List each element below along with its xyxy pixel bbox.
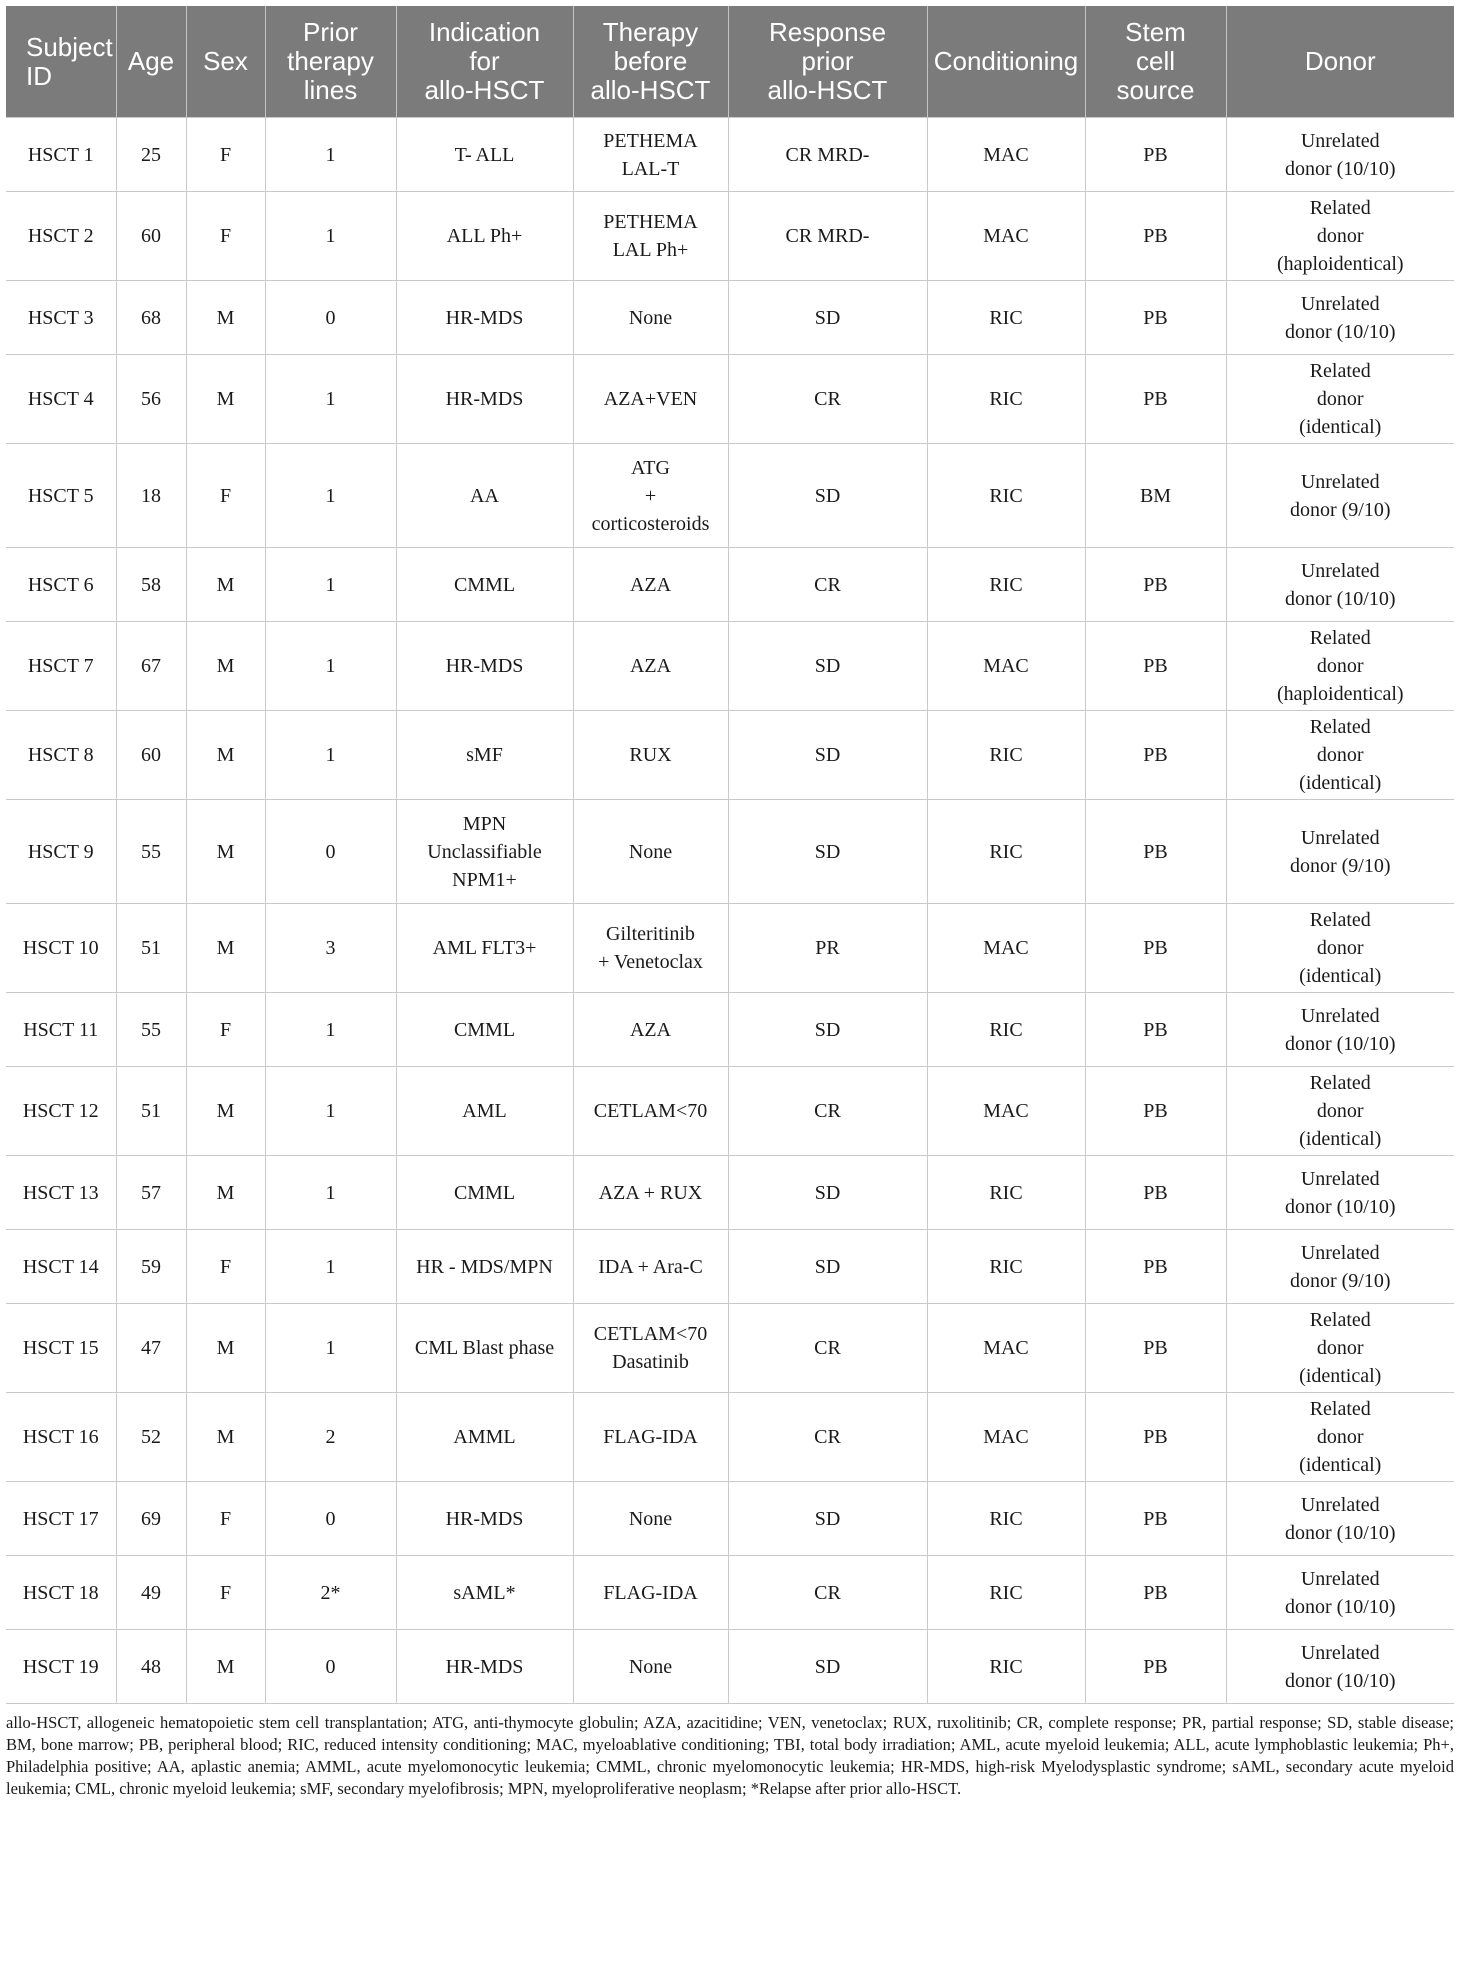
cell-therapy: AZA bbox=[573, 548, 728, 622]
cell-indication: HR-MDS bbox=[396, 355, 573, 444]
table-row bbox=[6, 1482, 1454, 1556]
cell-stem-cell-source: BM bbox=[1085, 444, 1226, 548]
cell-stem-cell-source: PB bbox=[1085, 1556, 1226, 1630]
table-row bbox=[6, 1556, 1454, 1630]
cell-donor: Related donor (identical) bbox=[1226, 1304, 1454, 1393]
cell-therapy: CETLAM<70 Dasatinib bbox=[573, 1304, 728, 1393]
cell-subject-id: HSCT 17 bbox=[6, 1482, 116, 1556]
cell-sex: M bbox=[186, 1630, 265, 1704]
cell-prior-lines: 1 bbox=[265, 1156, 396, 1230]
cell-response: SD bbox=[728, 1630, 927, 1704]
table-row bbox=[6, 1393, 1454, 1482]
cell-age: 60 bbox=[116, 711, 186, 800]
cell-stem-cell-source: PB bbox=[1085, 1156, 1226, 1230]
table-row bbox=[6, 711, 1454, 800]
cell-indication: CMML bbox=[396, 1156, 573, 1230]
cell-therapy: AZA bbox=[573, 993, 728, 1067]
cell-response: CR bbox=[728, 355, 927, 444]
cell-prior-lines: 1 bbox=[265, 1230, 396, 1304]
cell-response: CR MRD- bbox=[728, 118, 927, 192]
cell-donor: Unrelated donor (9/10) bbox=[1226, 800, 1454, 904]
cell-sex: M bbox=[186, 711, 265, 800]
cell-therapy: FLAG-IDA bbox=[573, 1393, 728, 1482]
cell-response: SD bbox=[728, 622, 927, 711]
table-row bbox=[6, 355, 1454, 444]
table-body bbox=[6, 118, 1454, 1704]
cell-response: PR bbox=[728, 904, 927, 993]
cell-donor: Unrelated donor (10/10) bbox=[1226, 1156, 1454, 1230]
cell-age: 55 bbox=[116, 993, 186, 1067]
cell-stem-cell-source: PB bbox=[1085, 1393, 1226, 1482]
cell-response: SD bbox=[728, 711, 927, 800]
cell-conditioning: MAC bbox=[927, 1393, 1085, 1482]
cell-age: 47 bbox=[116, 1304, 186, 1393]
cell-subject-id: HSCT 5 bbox=[6, 444, 116, 548]
cell-donor: Related donor (identical) bbox=[1226, 904, 1454, 993]
cell-response: SD bbox=[728, 1230, 927, 1304]
table-row bbox=[6, 1156, 1454, 1230]
cell-stem-cell-source: PB bbox=[1085, 548, 1226, 622]
cell-therapy: AZA bbox=[573, 622, 728, 711]
cell-indication: HR-MDS bbox=[396, 1482, 573, 1556]
cell-stem-cell-source: PB bbox=[1085, 622, 1226, 711]
cell-donor: Related donor (identical) bbox=[1226, 1393, 1454, 1482]
cell-conditioning: RIC bbox=[927, 711, 1085, 800]
cell-sex: M bbox=[186, 1067, 265, 1156]
cell-indication: AA bbox=[396, 444, 573, 548]
cell-prior-lines: 0 bbox=[265, 1482, 396, 1556]
cell-indication: AML FLT3+ bbox=[396, 904, 573, 993]
cell-indication: AML bbox=[396, 1067, 573, 1156]
cell-sex: M bbox=[186, 355, 265, 444]
cell-therapy: PETHEMA LAL-T bbox=[573, 118, 728, 192]
cell-stem-cell-source: PB bbox=[1085, 1304, 1226, 1393]
cell-age: 18 bbox=[116, 444, 186, 548]
cell-donor: Unrelated donor (10/10) bbox=[1226, 548, 1454, 622]
cell-response: SD bbox=[728, 1156, 927, 1230]
header-age: Age bbox=[116, 6, 186, 118]
cell-indication: sAML* bbox=[396, 1556, 573, 1630]
cell-age: 55 bbox=[116, 800, 186, 904]
cell-prior-lines: 1 bbox=[265, 118, 396, 192]
cell-sex: F bbox=[186, 993, 265, 1067]
cell-subject-id: HSCT 6 bbox=[6, 548, 116, 622]
cell-donor: Unrelated donor (9/10) bbox=[1226, 444, 1454, 548]
cell-age: 57 bbox=[116, 1156, 186, 1230]
table-row bbox=[6, 1630, 1454, 1704]
cell-indication: ALL Ph+ bbox=[396, 192, 573, 281]
cell-therapy: AZA+VEN bbox=[573, 355, 728, 444]
cell-donor: Unrelated donor (10/10) bbox=[1226, 1630, 1454, 1704]
table-row bbox=[6, 622, 1454, 711]
cell-response: CR bbox=[728, 1556, 927, 1630]
cell-response: CR bbox=[728, 548, 927, 622]
cell-sex: M bbox=[186, 800, 265, 904]
header-conditioning: Conditioning bbox=[927, 6, 1085, 118]
cell-conditioning: RIC bbox=[927, 1230, 1085, 1304]
cell-therapy: AZA + RUX bbox=[573, 1156, 728, 1230]
cell-prior-lines: 0 bbox=[265, 281, 396, 355]
cell-donor: Unrelated donor (10/10) bbox=[1226, 118, 1454, 192]
cell-subject-id: HSCT 8 bbox=[6, 711, 116, 800]
cell-response: SD bbox=[728, 281, 927, 355]
table-header-row bbox=[6, 6, 1454, 118]
table-row bbox=[6, 800, 1454, 904]
cell-stem-cell-source: PB bbox=[1085, 904, 1226, 993]
cell-therapy: None bbox=[573, 800, 728, 904]
cell-subject-id: HSCT 9 bbox=[6, 800, 116, 904]
table-row bbox=[6, 118, 1454, 192]
header-donor: Donor bbox=[1226, 6, 1454, 118]
cell-age: 60 bbox=[116, 192, 186, 281]
cell-indication: CML Blast phase bbox=[396, 1304, 573, 1393]
cell-donor: Related donor (haploidentical) bbox=[1226, 192, 1454, 281]
cell-indication: HR-MDS bbox=[396, 281, 573, 355]
cell-stem-cell-source: PB bbox=[1085, 1482, 1226, 1556]
cell-indication: CMML bbox=[396, 993, 573, 1067]
header-sex: Sex bbox=[186, 6, 265, 118]
cell-stem-cell-source: PB bbox=[1085, 711, 1226, 800]
cell-prior-lines: 1 bbox=[265, 993, 396, 1067]
cell-subject-id: HSCT 12 bbox=[6, 1067, 116, 1156]
cell-indication: AMML bbox=[396, 1393, 573, 1482]
cell-sex: F bbox=[186, 1482, 265, 1556]
cell-donor: Related donor (identical) bbox=[1226, 1067, 1454, 1156]
cell-indication: HR-MDS bbox=[396, 622, 573, 711]
cell-subject-id: HSCT 11 bbox=[6, 993, 116, 1067]
cell-therapy: PETHEMA LAL Ph+ bbox=[573, 192, 728, 281]
cell-stem-cell-source: PB bbox=[1085, 1067, 1226, 1156]
cell-subject-id: HSCT 16 bbox=[6, 1393, 116, 1482]
cell-response: CR bbox=[728, 1304, 927, 1393]
cell-stem-cell-source: PB bbox=[1085, 1230, 1226, 1304]
cell-age: 51 bbox=[116, 1067, 186, 1156]
cell-indication: MPN Unclassifiable NPM1+ bbox=[396, 800, 573, 904]
cell-prior-lines: 1 bbox=[265, 444, 396, 548]
cell-response: SD bbox=[728, 444, 927, 548]
patient-characteristics-table bbox=[6, 6, 1454, 1704]
cell-sex: M bbox=[186, 1156, 265, 1230]
cell-prior-lines: 3 bbox=[265, 904, 396, 993]
cell-response: CR bbox=[728, 1067, 927, 1156]
table-row bbox=[6, 1067, 1454, 1156]
cell-sex: F bbox=[186, 118, 265, 192]
cell-sex: F bbox=[186, 444, 265, 548]
cell-subject-id: HSCT 2 bbox=[6, 192, 116, 281]
cell-age: 48 bbox=[116, 1630, 186, 1704]
cell-sex: M bbox=[186, 548, 265, 622]
cell-subject-id: HSCT 18 bbox=[6, 1556, 116, 1630]
cell-age: 69 bbox=[116, 1482, 186, 1556]
cell-subject-id: HSCT 13 bbox=[6, 1156, 116, 1230]
cell-donor: Related donor (identical) bbox=[1226, 711, 1454, 800]
cell-stem-cell-source: PB bbox=[1085, 800, 1226, 904]
cell-subject-id: HSCT 19 bbox=[6, 1630, 116, 1704]
cell-stem-cell-source: PB bbox=[1085, 355, 1226, 444]
cell-therapy: RUX bbox=[573, 711, 728, 800]
cell-response: CR bbox=[728, 1393, 927, 1482]
cell-age: 59 bbox=[116, 1230, 186, 1304]
table-footnote: allo-HSCT, allogeneic hematopoietic stem cell transplantation; ATG, anti-thymocyte globulin; AZA, azacitidine; VEN, venetoclax; RUX, ruxolitinib; CR, complete response; PR, partial response; SD, stable disease; BM, bone marrow; PB, peripheral blood; RIC, reduced intensity conditioning; MAC, myeloablative conditioning; TBI, total body irradiation; AML, acute myeloid leukemia; ALL, acute lymphoblastic leukemia; Ph+, Philadelphia positive; AA, aplastic anemia; AMML, acute myelomonocytic leukemia; CMML, chronic myelomonocytic leukemia; HR-MDS, high-risk Myelodysplastic syndrome; sAML, secondary acute myeloid leukemia; CML, chronic myeloid leukemia; sMF, secondary myelofibrosis; MPN, myeloproliferative neoplasm; *Relapse after prior allo-HSCT. bbox=[6, 1713, 1454, 1798]
cell-sex: M bbox=[186, 1393, 265, 1482]
cell-therapy: IDA + Ara-C bbox=[573, 1230, 728, 1304]
cell-response: SD bbox=[728, 993, 927, 1067]
cell-therapy: ATG + corticosteroids bbox=[573, 444, 728, 548]
cell-indication: CMML bbox=[396, 548, 573, 622]
cell-response: SD bbox=[728, 1482, 927, 1556]
cell-subject-id: HSCT 3 bbox=[6, 281, 116, 355]
cell-donor: Related donor (identical) bbox=[1226, 355, 1454, 444]
cell-sex: M bbox=[186, 622, 265, 711]
cell-sex: M bbox=[186, 904, 265, 993]
cell-response: CR MRD- bbox=[728, 192, 927, 281]
cell-conditioning: RIC bbox=[927, 444, 1085, 548]
cell-subject-id: HSCT 15 bbox=[6, 1304, 116, 1393]
cell-subject-id: HSCT 10 bbox=[6, 904, 116, 993]
cell-prior-lines: 1 bbox=[265, 1067, 396, 1156]
header-therapy-before: Therapy before allo-HSCT bbox=[573, 6, 728, 118]
cell-age: 68 bbox=[116, 281, 186, 355]
cell-conditioning: RIC bbox=[927, 800, 1085, 904]
cell-conditioning: RIC bbox=[927, 1156, 1085, 1230]
table-row bbox=[6, 548, 1454, 622]
header-indication: Indication for allo-HSCT bbox=[396, 6, 573, 118]
cell-sex: F bbox=[186, 192, 265, 281]
cell-conditioning: MAC bbox=[927, 118, 1085, 192]
table-row bbox=[6, 993, 1454, 1067]
cell-donor: Related donor (haploidentical) bbox=[1226, 622, 1454, 711]
cell-subject-id: HSCT 4 bbox=[6, 355, 116, 444]
cell-age: 58 bbox=[116, 548, 186, 622]
cell-conditioning: MAC bbox=[927, 192, 1085, 281]
cell-age: 49 bbox=[116, 1556, 186, 1630]
cell-conditioning: MAC bbox=[927, 1067, 1085, 1156]
table-row bbox=[6, 1304, 1454, 1393]
cell-stem-cell-source: PB bbox=[1085, 281, 1226, 355]
cell-conditioning: MAC bbox=[927, 904, 1085, 993]
table-row bbox=[6, 444, 1454, 548]
header-subject-id: Subject ID bbox=[6, 6, 116, 118]
header-prior-therapy-lines: Prior therapy lines bbox=[265, 6, 396, 118]
cell-donor: Unrelated donor (10/10) bbox=[1226, 1482, 1454, 1556]
cell-donor: Unrelated donor (10/10) bbox=[1226, 1556, 1454, 1630]
cell-indication: HR-MDS bbox=[396, 1630, 573, 1704]
cell-indication: sMF bbox=[396, 711, 573, 800]
cell-age: 52 bbox=[116, 1393, 186, 1482]
cell-conditioning: RIC bbox=[927, 1482, 1085, 1556]
cell-indication: T- ALL bbox=[396, 118, 573, 192]
cell-therapy: Gilteritinib + Venetoclax bbox=[573, 904, 728, 993]
cell-therapy: None bbox=[573, 281, 728, 355]
cell-prior-lines: 1 bbox=[265, 355, 396, 444]
cell-response: SD bbox=[728, 800, 927, 904]
cell-donor: Unrelated donor (9/10) bbox=[1226, 1230, 1454, 1304]
cell-prior-lines: 0 bbox=[265, 1630, 396, 1704]
cell-prior-lines: 1 bbox=[265, 548, 396, 622]
table-row bbox=[6, 1230, 1454, 1304]
cell-conditioning: RIC bbox=[927, 1556, 1085, 1630]
cell-prior-lines: 2* bbox=[265, 1556, 396, 1630]
header-response-prior: Response prior allo-HSCT bbox=[728, 6, 927, 118]
cell-indication: HR - MDS/MPN bbox=[396, 1230, 573, 1304]
cell-stem-cell-source: PB bbox=[1085, 993, 1226, 1067]
cell-prior-lines: 1 bbox=[265, 1304, 396, 1393]
cell-therapy: CETLAM<70 bbox=[573, 1067, 728, 1156]
cell-therapy: None bbox=[573, 1482, 728, 1556]
cell-sex: M bbox=[186, 281, 265, 355]
cell-sex: F bbox=[186, 1556, 265, 1630]
cell-conditioning: RIC bbox=[927, 993, 1085, 1067]
cell-subject-id: HSCT 7 bbox=[6, 622, 116, 711]
cell-stem-cell-source: PB bbox=[1085, 118, 1226, 192]
table-row bbox=[6, 192, 1454, 281]
cell-age: 51 bbox=[116, 904, 186, 993]
cell-stem-cell-source: PB bbox=[1085, 1630, 1226, 1704]
cell-conditioning: RIC bbox=[927, 281, 1085, 355]
cell-prior-lines: 1 bbox=[265, 192, 396, 281]
cell-age: 56 bbox=[116, 355, 186, 444]
cell-conditioning: MAC bbox=[927, 1304, 1085, 1393]
header-stem-cell-source: Stem cell source bbox=[1085, 6, 1226, 118]
cell-therapy: FLAG-IDA bbox=[573, 1556, 728, 1630]
cell-age: 67 bbox=[116, 622, 186, 711]
cell-donor: Unrelated donor (10/10) bbox=[1226, 281, 1454, 355]
table-row bbox=[6, 904, 1454, 993]
cell-stem-cell-source: PB bbox=[1085, 192, 1226, 281]
cell-conditioning: RIC bbox=[927, 548, 1085, 622]
cell-age: 25 bbox=[116, 118, 186, 192]
cell-prior-lines: 1 bbox=[265, 622, 396, 711]
cell-subject-id: HSCT 1 bbox=[6, 118, 116, 192]
cell-conditioning: RIC bbox=[927, 1630, 1085, 1704]
cell-sex: M bbox=[186, 1304, 265, 1393]
cell-subject-id: HSCT 14 bbox=[6, 1230, 116, 1304]
cell-prior-lines: 1 bbox=[265, 711, 396, 800]
table-row bbox=[6, 281, 1454, 355]
cell-prior-lines: 2 bbox=[265, 1393, 396, 1482]
table-container bbox=[6, 6, 1454, 1800]
cell-sex: F bbox=[186, 1230, 265, 1304]
cell-donor: Unrelated donor (10/10) bbox=[1226, 993, 1454, 1067]
cell-conditioning: MAC bbox=[927, 622, 1085, 711]
cell-prior-lines: 0 bbox=[265, 800, 396, 904]
cell-conditioning: RIC bbox=[927, 355, 1085, 444]
cell-therapy: None bbox=[573, 1630, 728, 1704]
